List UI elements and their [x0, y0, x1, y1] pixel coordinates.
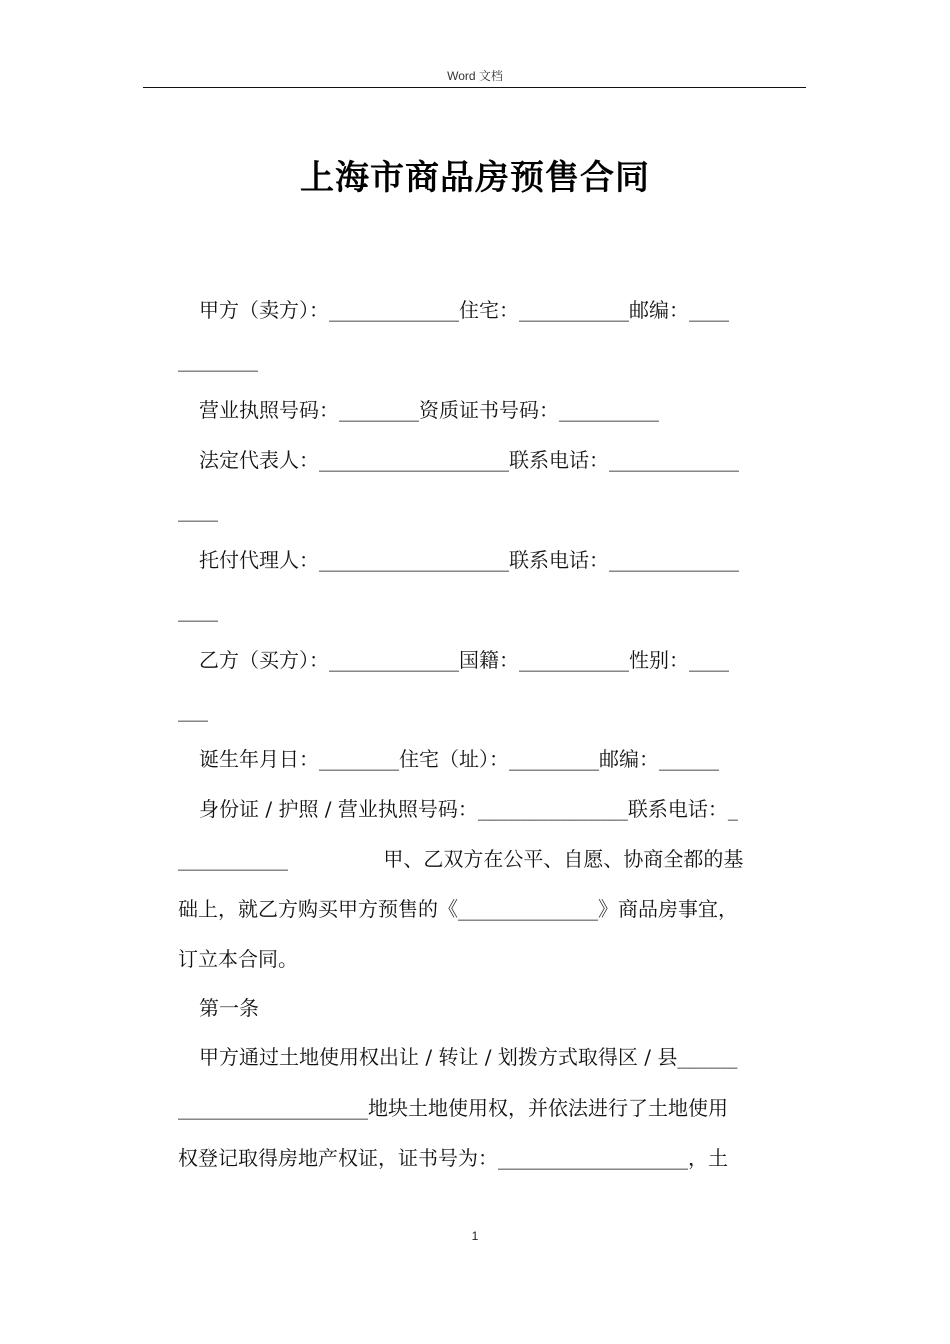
buyer-name-line-cont: ___	[178, 698, 208, 722]
seller-name-line: 甲方（卖方）：_____________住宅：___________邮编：____	[199, 298, 729, 322]
header-divider	[143, 87, 806, 88]
article-text-line-3: 权登记取得房地产权证，证书号为：___________________，土	[178, 1146, 728, 1170]
document-title: 上海市商品房预售合同	[300, 158, 650, 198]
legal-representative-line: 法定代表人：___________________联系电话：_____________	[199, 448, 739, 472]
agent-line-cont: ____	[178, 598, 218, 622]
preamble-line-1: ___________ 甲、乙双方在公平、自愿、协商全都的基	[178, 847, 744, 871]
legal-representative-line-cont: ____	[178, 498, 218, 522]
page-number: 1	[471, 1229, 479, 1243]
birth-date-line: 诞生年月日：________住宅（址）：_________邮编：______	[199, 747, 719, 771]
business-license-line: 营业执照号码：________资质证书号码：__________	[199, 398, 659, 422]
article-heading: 第一条	[199, 996, 259, 1020]
preamble-line-2: 础上，就乙方购买甲方预售的《______________》商品房事宜，	[178, 897, 738, 921]
agent-line: 托付代理人：___________________联系电话：_____________	[199, 548, 739, 572]
article-text-line-1: 甲方通过土地使用权出让 / 转让 / 划拨方式取得区 / 县______	[199, 1045, 738, 1069]
buyer-name-line: 乙方（买方）：_____________国籍：___________性别：____	[199, 648, 729, 672]
document-header-label: Word 文档	[447, 69, 503, 83]
preamble-line-3: 订立本合同。	[178, 947, 298, 971]
article-text-line-2: ___________________地块土地使用权，并依法进行了土地使用	[178, 1096, 728, 1120]
seller-name-line-cont: ________	[178, 348, 258, 372]
id-number-line: 身份证 / 护照 / 营业执照号码：_______________联系电话：_	[199, 797, 738, 821]
